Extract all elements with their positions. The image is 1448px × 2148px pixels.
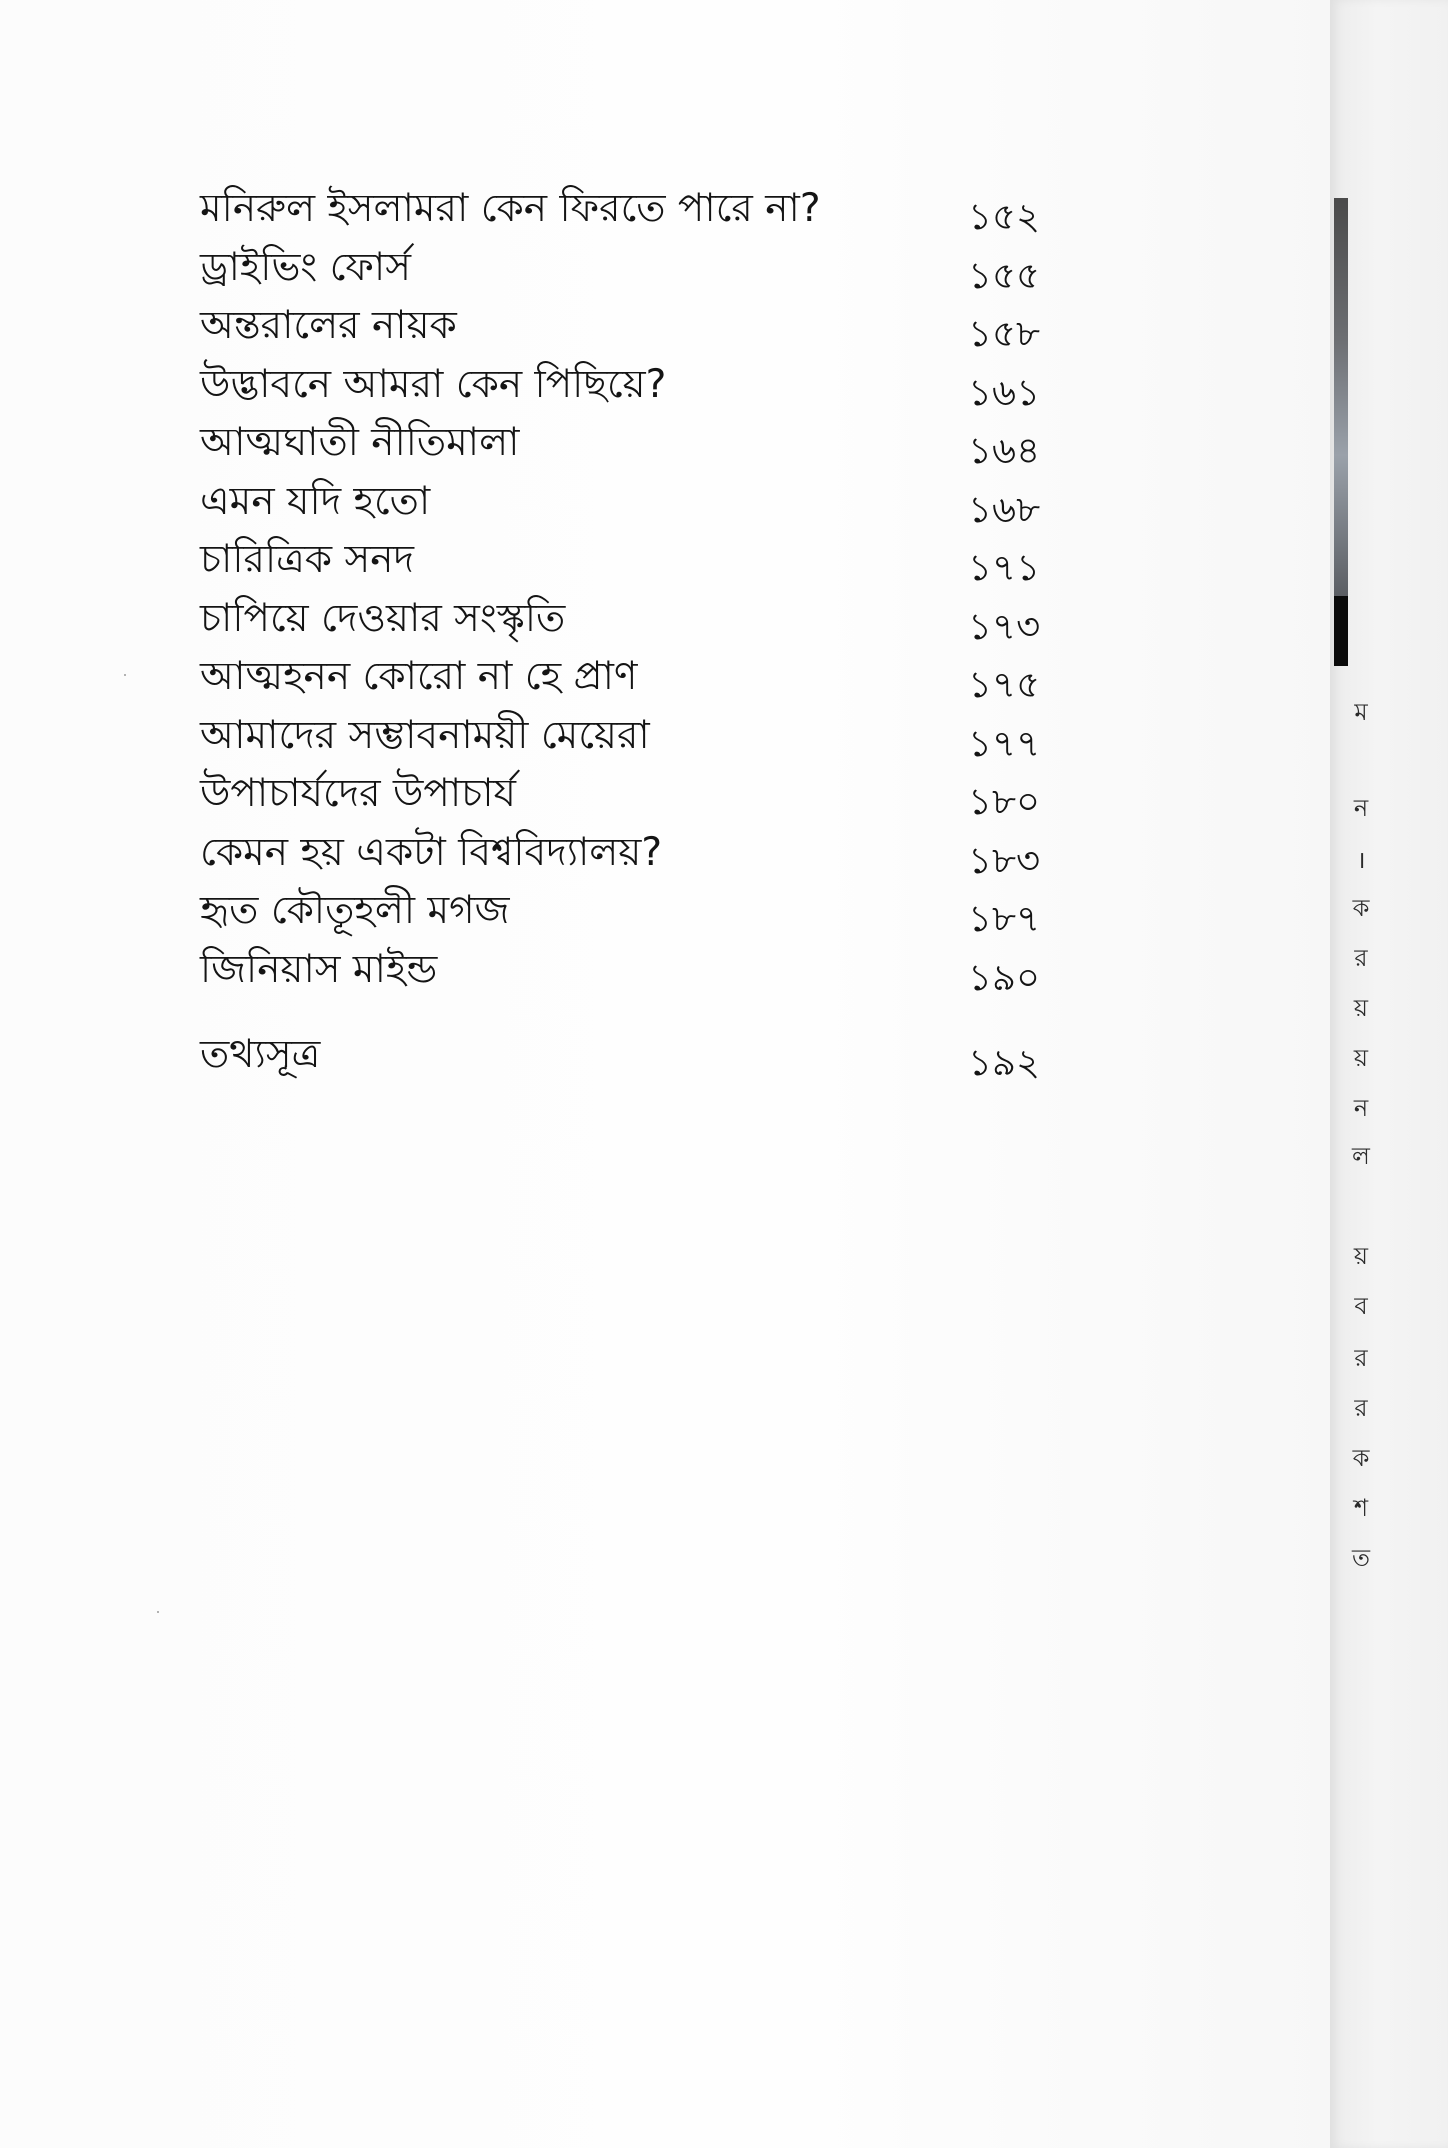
adjacent-page-char: ত — [1351, 1544, 1370, 1572]
toc-entry-title: অন্তরালের নায়ক — [200, 303, 457, 348]
toc-entry — [200, 299, 1080, 358]
toc-entry-title: এমন যদি হতো — [200, 478, 431, 524]
bookmark-ribbon — [1334, 198, 1348, 666]
toc-entry — [200, 182, 1080, 241]
table-of-contents — [200, 182, 1080, 1087]
toc-entry — [200, 943, 1080, 1002]
toc-entry-title: চাপিয়ে দেওয়ার সংস্কৃতি — [200, 595, 566, 641]
adjacent-page-char: । — [1356, 846, 1366, 874]
toc-entry-page: ১৭১ — [968, 546, 1041, 589]
toc-entry-title: কেমন হয় একটা বিশ্ববিদ্যালয়? — [200, 829, 663, 875]
toc-entry-title: উদ্ভাবনে আমরা কেন পিছিয়ে? — [200, 361, 667, 407]
toc-entry — [200, 358, 1080, 417]
toc-entry-title: ড্রাইভিং ফোর্স — [200, 244, 411, 290]
toc-entry — [200, 592, 1080, 651]
toc-entry — [200, 650, 1080, 709]
paper-speck — [157, 1611, 159, 1613]
toc-entry-page: ১৮০ — [968, 780, 1041, 823]
ribbon-dark-end — [1334, 596, 1348, 666]
adjacent-page-char: য় — [1353, 1242, 1369, 1270]
toc-entry-title: মনিরুল ইসলামরা কেন ফিরতে পারে না? — [200, 186, 821, 231]
toc-entry-page: ১৫৮ — [968, 312, 1041, 355]
adjacent-page-char: ম — [1354, 698, 1368, 726]
toc-entry-title: আত্মঘাতী নীতিমালা — [200, 420, 520, 465]
toc-entry-title: আমাদের সম্ভাবনাময়ী মেয়েরা — [200, 712, 650, 758]
toc-entry — [200, 416, 1080, 475]
adjacent-page-char: য় — [1353, 1044, 1369, 1072]
toc-entry-page: ১৮৭ — [968, 897, 1041, 940]
toc-entry-page: ১৯০ — [968, 955, 1041, 999]
toc-entry-title: আত্মহনন কোরো না হে প্রাণ — [200, 654, 638, 699]
toc-sources-page: ১৯২ — [968, 1041, 1041, 1084]
adjacent-page-char: য় — [1353, 994, 1369, 1022]
adjacent-page-char: ক — [1352, 1444, 1370, 1472]
toc-entry-page: ১৫৫ — [968, 253, 1041, 297]
adjacent-page-char: র — [1354, 1344, 1368, 1372]
adjacent-page-char: র — [1354, 944, 1368, 972]
toc-entry — [200, 767, 1080, 826]
adjacent-page-char: শ — [1353, 1494, 1369, 1522]
toc-entry-title: উপাচার্যদের উপাচার্য — [200, 771, 516, 816]
toc-entry-page: ১৭৫ — [968, 663, 1041, 706]
toc-entry-page: ১৬৮ — [968, 487, 1041, 531]
toc-entry-page: ১৬১ — [968, 370, 1041, 414]
toc-entry — [200, 533, 1080, 592]
adjacent-page-char: ব — [1354, 1292, 1368, 1320]
toc-entry-page: ১৮৩ — [968, 838, 1041, 882]
adjacent-page-char: ল — [1352, 1142, 1370, 1170]
toc-entry-title: হৃত কৌতূহলী মগজ — [200, 888, 510, 933]
adjacent-page-char: ক — [1352, 894, 1370, 922]
adjacent-page-char: র — [1354, 1394, 1368, 1422]
toc-entry — [200, 884, 1080, 943]
toc-entry — [200, 241, 1080, 300]
adjacent-page-char: ন — [1353, 1094, 1369, 1122]
toc-entry-page: ১৭৭ — [968, 721, 1041, 765]
toc-entry — [200, 709, 1080, 768]
toc-entry-title: চারিত্রিক সনদ — [200, 537, 414, 582]
toc-entry-page: ১৬৪ — [968, 429, 1041, 472]
toc-entry-page: ১৫২ — [968, 195, 1041, 238]
paper-speck — [124, 674, 126, 676]
toc-entry-page: ১৭৩ — [968, 604, 1041, 648]
adjacent-page-char: ন — [1353, 794, 1369, 822]
toc-entry-title: জিনিয়াস মাইন্ড — [200, 946, 438, 992]
toc-sources-title: তথ্যসূত্র — [200, 1032, 321, 1077]
toc-sources-entry — [200, 1028, 1080, 1087]
toc-entry — [200, 475, 1080, 534]
toc-entry — [200, 826, 1080, 885]
